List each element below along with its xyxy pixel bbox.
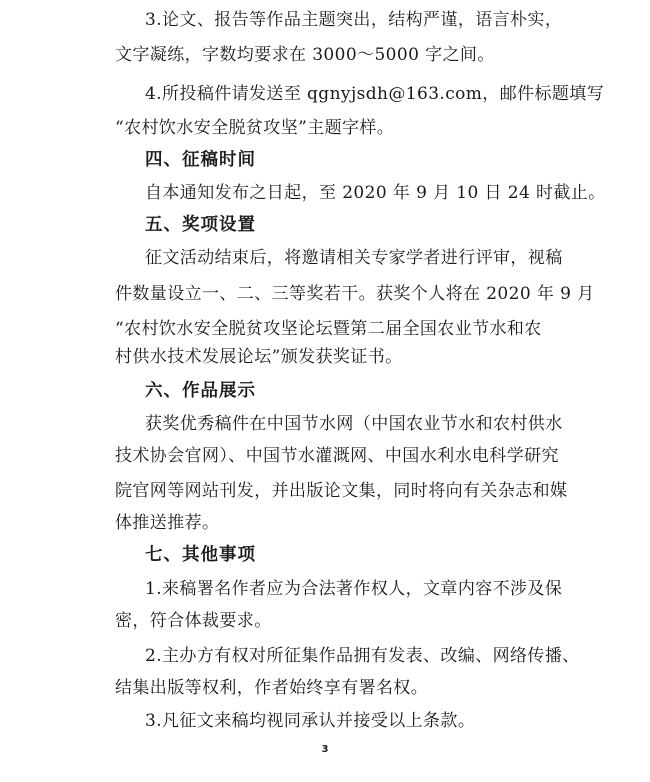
paragraph-line: 文字凝练，字数均要求在 3000～5000 字之间。	[115, 45, 495, 65]
paragraph-line: 技术协会官网）、中国节水灌溉网、中国水利水电科学研究	[115, 446, 559, 466]
paragraph-line: 件数量设立一、二、三等奖若干。获奖个人将在 2020 年 9 月	[115, 284, 595, 304]
paragraph-line: 3.凡征文来稿均视同承认并接受以上条款。	[145, 711, 476, 731]
paragraph-line: 密，符合体裁要求。	[115, 611, 272, 631]
paragraph-line: 获奖优秀稿件在中国节水网（中国农业节水和农村供水	[145, 414, 563, 434]
paragraph-line: 4.所投稿件请发送至 qgnyjsdh@163.com，邮件标题填写	[145, 84, 605, 104]
paragraph-line: 结集出版等权利，作者始终享有署名权。	[115, 678, 429, 698]
section-heading: 六、作品展示	[145, 381, 256, 401]
page-number: 3	[321, 744, 329, 755]
paragraph-line: 征文活动结束后，将邀请相关专家学者进行评审，视稿	[145, 248, 563, 268]
section-heading: 四、征稿时间	[145, 150, 256, 170]
paragraph-line: “农村饮水安全脱贫攻坚”主题字样。	[115, 118, 395, 138]
paragraph-line: 3.论文、报告等作品主题突出，结构严谨，语言朴实，	[145, 10, 563, 30]
paragraph-line: “农村饮水安全脱贫攻坚论坛暨第二届全国农业节水和农	[115, 319, 542, 339]
paragraph-line: 体推送推荐。	[115, 513, 220, 533]
paragraph-line: 村供水技术发展论坛”颁发获奖证书。	[115, 347, 403, 367]
section-heading: 五、奖项设置	[145, 215, 256, 235]
paragraph-line: 1.来稿署名作者应为合法著作权人，文章内容不涉及保	[145, 579, 563, 599]
paragraph-line: 院官网等网站刊发，并出版论文集，同时将向有关杂志和媒	[115, 481, 568, 501]
paragraph-line: 2.主办方有权对所征集作品拥有发表、改编、网络传播、	[145, 646, 580, 666]
paragraph-line: 自本通知发布之日起，至 2020 年 9 月 10 日 24 时截止。	[145, 183, 606, 203]
section-heading: 七、其他事项	[145, 545, 256, 565]
